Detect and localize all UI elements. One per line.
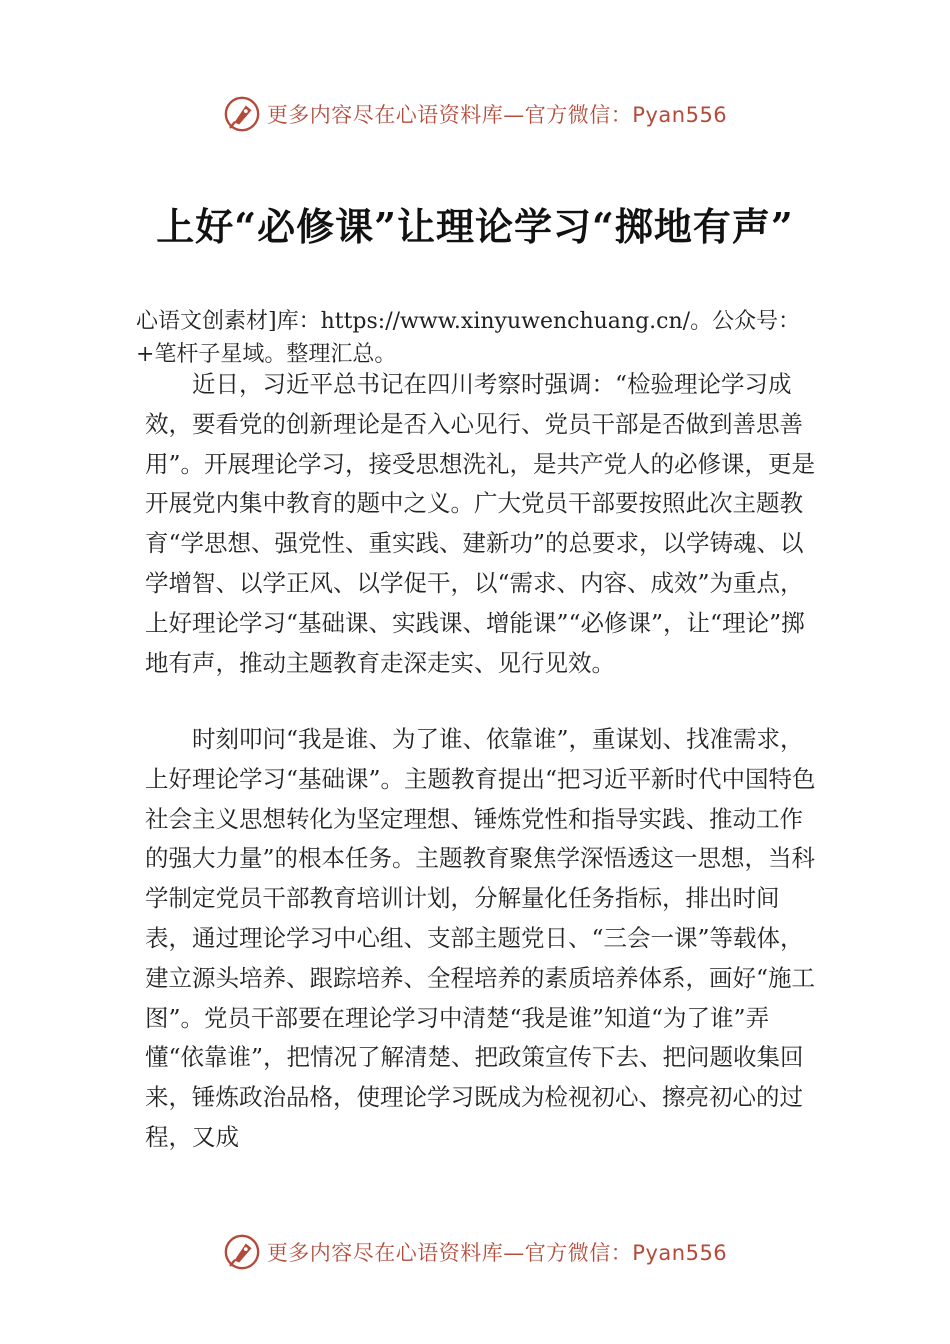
footer-banner — [0, 1230, 950, 1274]
pen-nib-logo-icon — [223, 1233, 261, 1271]
header-banner — [0, 92, 950, 136]
paragraph-1: 近日，习近平总书记在四川考察时强调：“检验理论学习成效，要看党的创新理论是否入心见行、党员干部是否做到善思善用”。开展理论学习，接受思想洗礼，是共产党人的必修课，更是开展党内集中教育的题中之义。广大党员干部要按照此次主题教育“学思想、强党性、重实践、建新功”的总要求，以学铸魂、以学增智、以学正风、以学促干，以“需求、内容、成效”为重点，上好理论学习“基础课、实践课、增能课”“必修课”，让“理论”掷地有声，推动主题教育走深走实、见行见效。 — [145, 370, 816, 677]
header-banner-text: 更多内容尽在心语资料库—官方微信：Pyan556 — [266, 103, 728, 127]
paragraph-2: 时刻叩问“我是谁、为了谁、依靠谁”，重谋划、找准需求，上好理论学习“基础课”。主题教育提出“把习近平新时代中国特色社会主义思想转化为坚定理想、锤炼党性和指导实践、推动工作的强大力量”的根本任务。主题教育聚焦学深悟透这一思想，当科学制定党员干部教育培训计划，分解量化任务指标，排出时间表，通过理论学习中心组、支部主题党日、“三会一课”等载体，建立源头培养、跟踪培养、全程培养的素质培养体系，画好“施工图”。党员干部要在理论学习中清楚“我是谁”知道“为了谁”弄懂“依靠谁”，把情况了解清楚、把政策宣传下去、把问题收集回来，锤炼政治品格，使理论学习既成为检视初心、擦亮初心的过程，又成 — [145, 725, 816, 1151]
footer-banner-text: 更多内容尽在心语资料库—官方微信：Pyan556 — [266, 1241, 728, 1265]
pen-nib-logo-icon — [223, 95, 261, 133]
document-title: 上好“必修课”让理论学习“掷地有声” — [156, 204, 794, 249]
source-line: 心语文创素材]库：https://www.xinyuwenchuang.cn/。公众号：+笔杆子星域。整理汇总。 — [136, 309, 801, 367]
